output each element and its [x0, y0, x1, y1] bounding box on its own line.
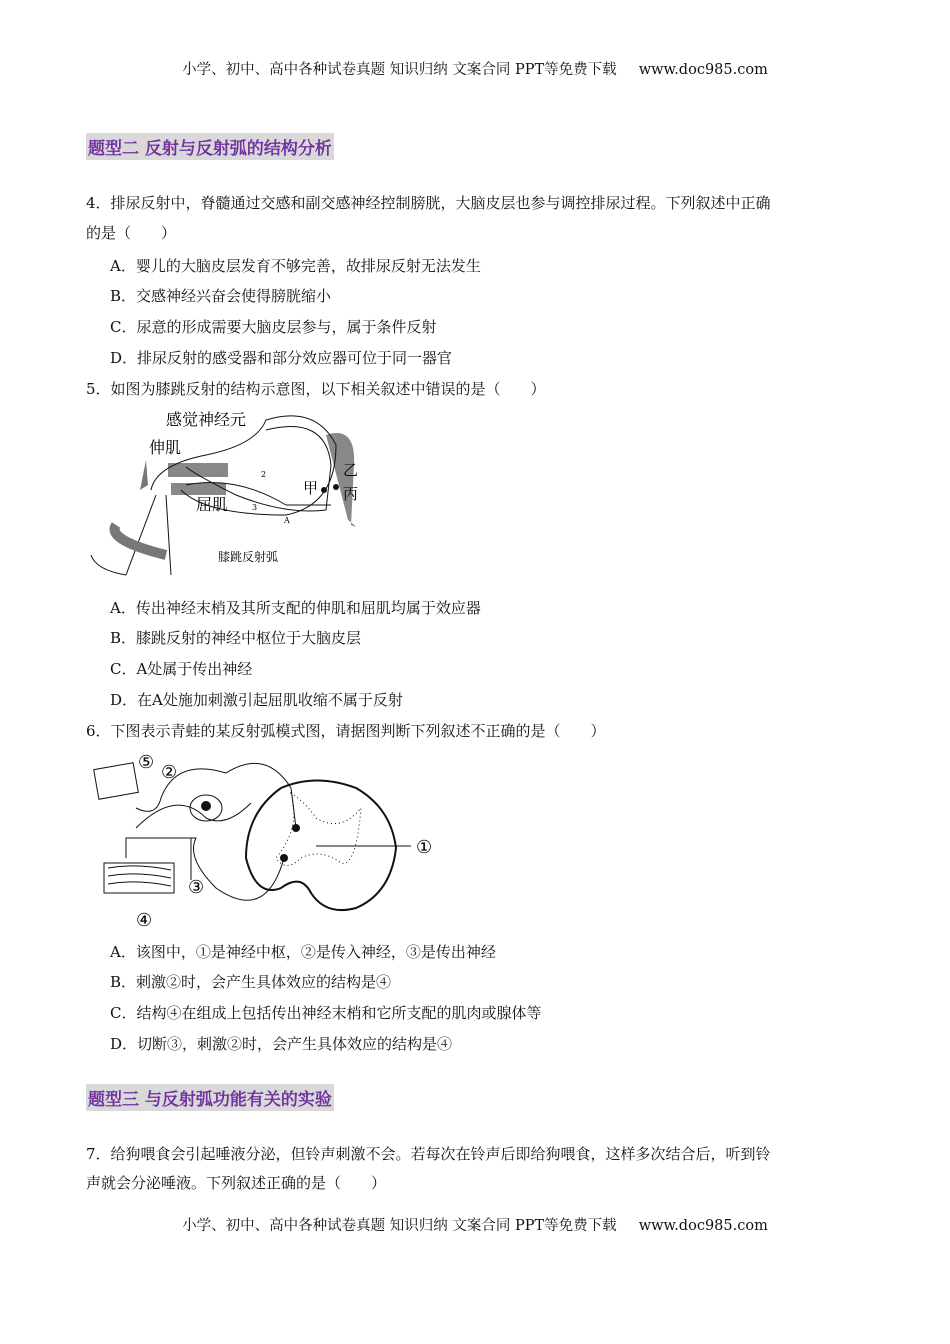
- label-3: 3: [252, 503, 258, 512]
- label-extensor: 伸肌: [149, 438, 182, 457]
- q6-option-b: B．刺激②时，会产生具体效应的结构是④: [110, 973, 392, 991]
- label-4: ④: [136, 910, 153, 931]
- page-header: [0, 58, 950, 79]
- label-flexor: 屈肌: [196, 495, 229, 514]
- page-footer: [0, 1214, 950, 1235]
- label-a: A: [284, 516, 290, 525]
- q5-option-a: A．传出神经末梢及其所支配的伸肌和屈肌均属于效应器: [110, 599, 481, 617]
- footer-url[interactable]: www.doc985.com: [638, 1218, 768, 1234]
- label-1: ①: [416, 837, 433, 858]
- header-text: 小学、初中、高中各种试卷真题 知识归纳 文案合同 PPT等免费下载: [182, 62, 617, 78]
- q4-stem: 4．排尿反射中，脊髓通过交感和副交感神经控制膀胱，大脑皮层也参与调控排尿过程。下列叙述中正确: [86, 194, 771, 212]
- q6-option-a: A．该图中，①是神经中枢，②是传入神经，③是传出神经: [110, 943, 496, 961]
- label-5: ⑤: [138, 752, 155, 773]
- q6-stem: 6．下图表示青蛙的某反射弧模式图，请据图判断下列叙述不正确的是（ ）: [86, 722, 606, 740]
- q7-stem-cont: 声就会分泌唾液。下列叙述正确的是（ ）: [86, 1174, 387, 1192]
- q4-option-b: B．交感神经兴奋会使得膀胱缩小: [110, 287, 332, 305]
- label-3: ③: [188, 877, 205, 898]
- q5-option-b: B．膝跳反射的神经中枢位于大脑皮层: [110, 629, 362, 647]
- q5-stem: 5．如图为膝跳反射的结构示意图，以下相关叙述中错误的是（ ）: [86, 380, 546, 398]
- label-yi: 乙: [343, 461, 359, 479]
- q6-option-c: C．结构④在组成上包括传出神经末梢和它所支配的肌肉或腺体等: [110, 1004, 542, 1022]
- footer-text: 小学、初中、高中各种试卷真题 知识归纳 文案合同 PPT等免费下载: [182, 1218, 617, 1234]
- q5-option-d: D．在A处施加刺激引起屈肌收缩不属于反射: [110, 691, 403, 709]
- q4-stem-cont: 的是（ ）: [86, 224, 177, 242]
- knee-jerk-reflex-figure: [86, 405, 371, 585]
- header-url[interactable]: www.doc985.com: [638, 62, 768, 78]
- label-2: ②: [161, 762, 178, 783]
- q4-option-d: D．排尿反射的感受器和部分效应器可位于同一器官: [110, 349, 453, 367]
- q5-option-c: C．A处属于传出神经: [110, 660, 253, 678]
- label-bing: 丙: [343, 485, 359, 503]
- label-jia: 甲: [303, 479, 319, 497]
- figure-caption: 膝跳反射弧: [218, 550, 279, 564]
- section-heading-2: 题型二 反射与反射弧的结构分析: [86, 133, 334, 160]
- q4-option-c: C．尿意的形成需要大脑皮层参与，属于条件反射: [110, 318, 437, 336]
- q6-option-d: D．切断③，刺激②时，会产生具体效应的结构是④: [110, 1035, 453, 1053]
- section-heading-3: 题型三 与反射弧功能有关的实验: [86, 1084, 334, 1111]
- frog-reflex-arc-figure: [86, 748, 446, 933]
- label-sensory-neuron: 感觉神经元: [166, 410, 247, 429]
- q4-option-a: A．婴儿的大脑皮层发育不够完善，故排尿反射无法发生: [110, 257, 481, 275]
- q7-stem: 7．给狗喂食会引起唾液分泌，但铃声刺激不会。若每次在铃声后即给狗喂食，这样多次结合后，听到铃: [86, 1145, 771, 1163]
- label-2: 2: [261, 470, 267, 479]
